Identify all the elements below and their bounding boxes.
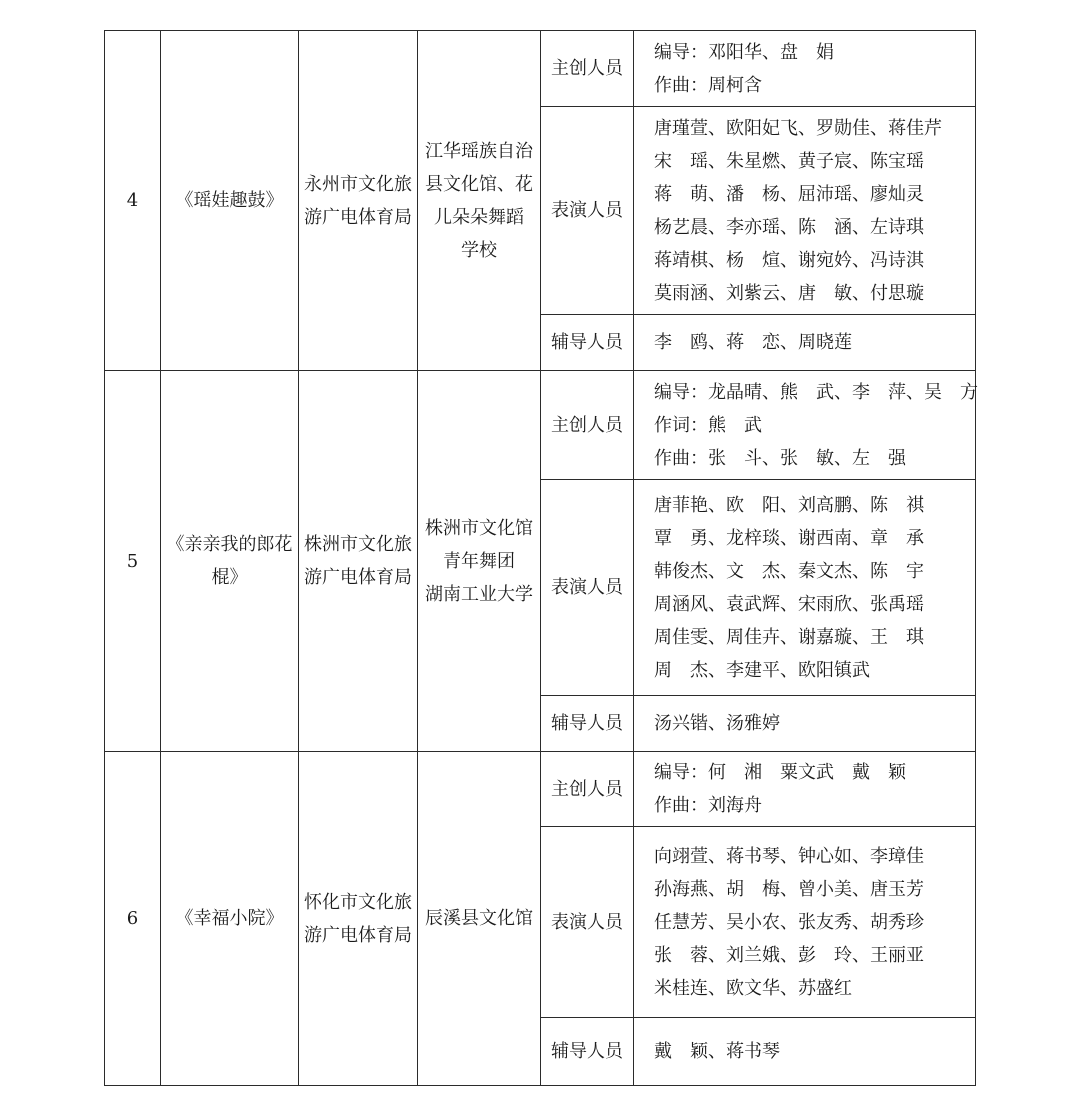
role-label: 表演人员 xyxy=(541,827,634,1018)
people-list: 李 鸥、蒋 恋、周晓莲 xyxy=(634,315,976,371)
program-title: 《瑶娃趣鼓》 xyxy=(161,31,299,371)
submitting-unit: 株洲市文化旅 游广电体育局 xyxy=(299,371,418,752)
people-list: 汤兴锴、汤雅婷 xyxy=(634,696,976,752)
program-title: 《亲亲我的郎花 棍》 xyxy=(161,371,299,752)
performing-organization: 辰溪县文化馆 xyxy=(418,752,541,1086)
entry-number: 6 xyxy=(105,752,161,1086)
role-label: 表演人员 xyxy=(541,480,634,696)
people-list: 戴 颖、蒋书琴 xyxy=(634,1018,976,1086)
table-row xyxy=(105,371,976,480)
submitting-unit: 怀化市文化旅 游广电体育局 xyxy=(299,752,418,1086)
role-label: 主创人员 xyxy=(541,31,634,107)
performing-organization: 江华瑶族自治 县文化馆、花 儿朵朵舞蹈 学校 xyxy=(418,31,541,371)
role-label: 辅导人员 xyxy=(541,1018,634,1086)
people-list: 编导：何 湘 粟文武 戴 颖 作曲：刘海舟 xyxy=(634,752,976,827)
people-list: 唐瑾萱、欧阳妃飞、罗勋佳、蒋佳芹 宋 瑶、朱星燃、黄子宸、陈宝瑶 蒋 萌、潘 杨、屈沛瑶、廖灿灵 杨艺晨、李亦瑶、陈 涵、左诗琪 蒋靖棋、杨 煊、谢宛妗、冯诗淇 莫雨涵、刘紫云、唐 敏、付思璇 xyxy=(634,107,976,315)
performing-organization: 株洲市文化馆 青年舞团 湖南工业大学 xyxy=(418,371,541,752)
role-label: 主创人员 xyxy=(541,752,634,827)
table-row xyxy=(105,752,976,827)
people-list: 向翊萱、蒋书琴、钟心如、李璋佳 孙海燕、胡 梅、曾小美、唐玉芳 任慧芳、吴小农、张友秀、胡秀珍 张 蓉、刘兰娥、彭 玲、王丽亚 米桂连、欧文华、苏盛红 xyxy=(634,827,976,1018)
role-label: 主创人员 xyxy=(541,371,634,480)
program-table xyxy=(104,30,976,1086)
role-label: 辅导人员 xyxy=(541,315,634,371)
program-title: 《幸福小院》 xyxy=(161,752,299,1086)
people-list: 唐菲艳、欧 阳、刘高鹏、陈 祺 覃 勇、龙梓琰、谢西南、章 承 韩俊杰、文 杰、秦文杰、陈 宇 周涵风、袁武辉、宋雨欣、张禹瑶 周佳雯、周佳卉、谢嘉璇、王 琪 周 杰、李建平、欧阳镇武 xyxy=(634,480,976,696)
table-row xyxy=(105,31,976,107)
people-list: 编导：邓阳华、盘 娟 作曲：周柯含 xyxy=(634,31,976,107)
entry-number: 5 xyxy=(105,371,161,752)
role-label: 辅导人员 xyxy=(541,696,634,752)
submitting-unit: 永州市文化旅 游广电体育局 xyxy=(299,31,418,371)
people-list: 编导：龙晶晴、熊 武、李 萍、吴 方 作词：熊 武 作曲：张 斗、张 敏、左 强 xyxy=(634,371,976,480)
entry-number: 4 xyxy=(105,31,161,371)
role-label: 表演人员 xyxy=(541,107,634,315)
